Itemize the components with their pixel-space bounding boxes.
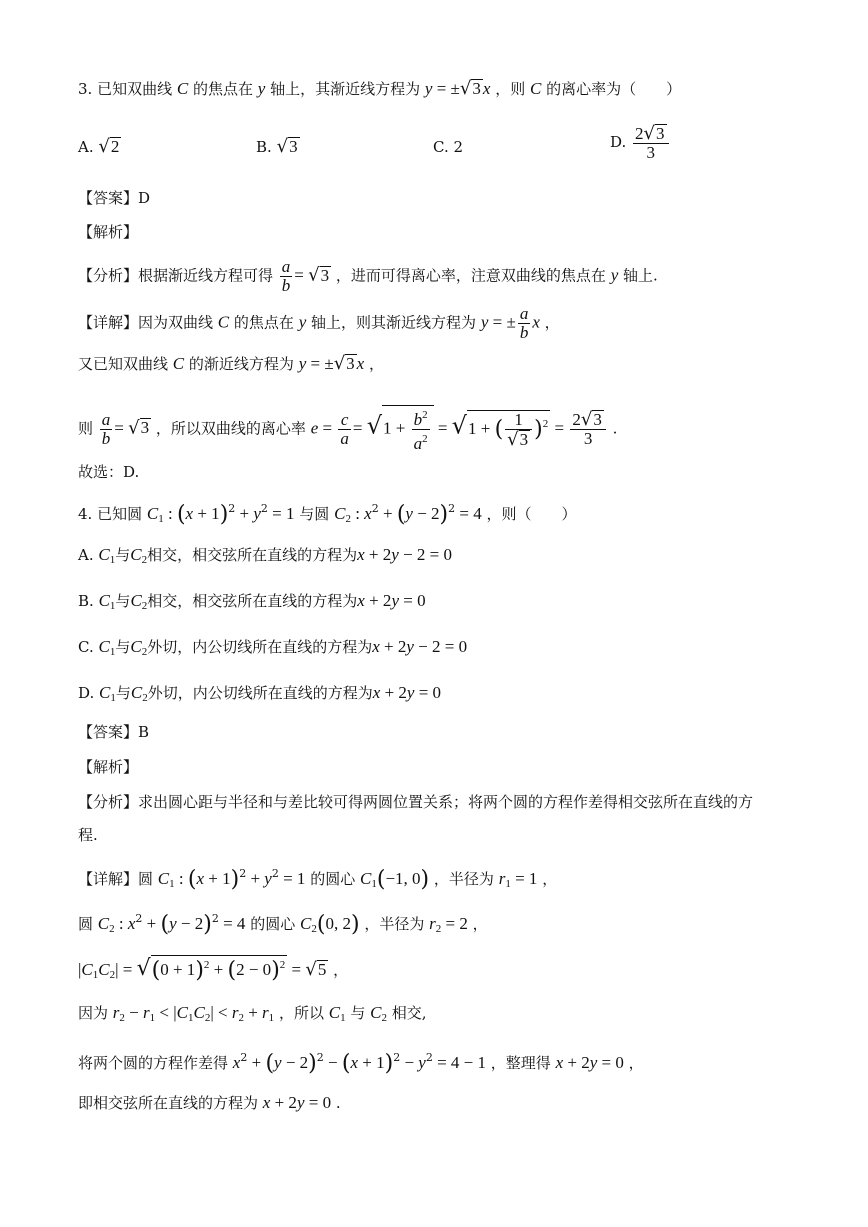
- option-label: B.: [256, 138, 272, 156]
- fenxi-4-line1: 【分析】求出圆心距与半径和与差比较可得两圆位置关系；将两个圆的方程作差得相交弦所在直线的方: [78, 793, 754, 811]
- known-3: 又已知双曲线 C 的渐近线方程为 y = ±√3 x ，: [78, 353, 385, 374]
- text: .: [612, 419, 618, 438]
- detail-4-line6: 即相交弦所在直线的方程为 x + 2y = 0 .: [78, 1093, 341, 1112]
- eccentricity-3: 则 $\frac{a}{b}$ = √3 ，所以双曲线的离心率 e = $\frac{c}{a}$ = √1 + $\frac{b^2}{a^2}$ = √1 + ( $\frac{1}{√3}$ )$^2$ = $\frac{2√3}{3}$ .: [78, 405, 828, 453]
- text: ，: [544, 313, 560, 332]
- text: 4. 已知圆: [78, 505, 143, 523]
- question-3-stem: 3. 已知双曲线 C 的焦点在 y 轴上，其渐近线方程为 y = ±√3 x ，则 C 的离心率为（ ）: [78, 78, 682, 99]
- text: ，所以双曲线的离心率: [155, 419, 306, 438]
- text: ，整理得: [490, 1054, 551, 1072]
- option-label: A.: [78, 546, 94, 564]
- choose-3: 故选：D.: [78, 463, 140, 481]
- q4-option-b: B. $C_1$与$C_2$相交，相交弦所在直线的方程为x + 2y = 0: [78, 591, 426, 612]
- text: 与: [115, 684, 131, 702]
- text: 相交，相交弦所在直线的方程为: [147, 592, 358, 610]
- detail-4-line3: $|C_1C_2| = √(0 + 1)^2 + (2 - 0)^2 = √5$ ，: [78, 956, 349, 983]
- text: 与: [115, 638, 131, 656]
- option-b: B. √3: [256, 136, 298, 157]
- text: ，: [369, 355, 385, 373]
- detail-4-line2: 圆 $C_2$ : $x^2 + (y - 2)^2 = 4$ 的圆心 $C_2(0$, 2) ，半径为 $r_2 = 2$ ，: [78, 912, 488, 937]
- text: ，: [333, 961, 349, 979]
- analysis-label-3: 【解析】: [78, 223, 139, 241]
- text: 的圆心: [250, 915, 296, 933]
- option-label: C. 2: [433, 138, 464, 156]
- option-c: [433, 136, 463, 158]
- text: ，所以: [278, 1004, 324, 1022]
- question-4-stem: 4. 已知圆 $C_1$ : $(x + 1)^2 + y^2 = 1$ 与圆 $C_2$ : $x^2 + (y - 2)^2 = 4$ ，则（ ）: [78, 502, 577, 527]
- text: 将两个圆的方程作差得: [78, 1054, 229, 1072]
- text: 轴上，其渐近线方程为: [270, 80, 421, 98]
- detail-4-line1: 【详解】圆 $C_1$ : $(x + 1)^2 + y^2 = 1$ 的圆心 $C_1(-1$, 0) ，半径为 $r_1 = 1$ ，: [78, 867, 558, 892]
- option-a: A. √2: [78, 136, 120, 157]
- text: ，半径为: [364, 915, 425, 933]
- option-d: D. $\frac{2√3}{3}$: [610, 124, 671, 162]
- option-label: A.: [78, 138, 94, 156]
- text: ，半径为: [433, 870, 494, 888]
- text: 与: [350, 1004, 366, 1022]
- detail-4-line5: 将两个圆的方程作差得 $x^2 + (y - 2)^2 - (x + 1)^2 - y^2 = 4 - 1$ ，整理得 x + 2y = 0 ，: [78, 1051, 644, 1076]
- option-label: D.: [610, 133, 627, 151]
- detail-4-line4: 因为 $r_2 - r_1 < |C_1C_2| < r_2 + r_1$ ，所以 $C_1$ 与 $C_2$ 相交,: [78, 1003, 427, 1024]
- text: 外切，内公切线所在直线的方程为: [147, 684, 373, 702]
- fenxi-4-line2: 程.: [78, 826, 98, 844]
- text: ，进而可得离心率，注意双曲线的焦点在: [335, 266, 606, 285]
- text: 即相交弦所在直线的方程为: [78, 1094, 259, 1112]
- q4-option-a: A. $C_1$与$C_2$相交，相交弦所在直线的方程为x + 2y − 2 = 0: [78, 545, 452, 566]
- text: 【分析】根据渐近线方程可得: [78, 266, 274, 285]
- text: 的圆心: [310, 870, 356, 888]
- text: 的渐近线方程为: [188, 355, 294, 373]
- text: 【详解】因为双曲线: [78, 313, 214, 332]
- text: 轴上，则其渐近线方程为: [311, 313, 477, 332]
- text: 与圆: [299, 505, 330, 523]
- text: 与: [115, 546, 131, 564]
- text: 又已知双曲线: [78, 355, 169, 373]
- text: 因为: [78, 1004, 109, 1022]
- text: ，: [472, 915, 488, 933]
- text: ，: [542, 870, 558, 888]
- q4-option-c: C. $C_1$与$C_2$外切，内公切线所在直线的方程为x + 2y − 2 = 0: [78, 637, 468, 658]
- text: 相交,: [391, 1004, 427, 1022]
- answer-3: 【答案】D: [78, 189, 151, 207]
- answer-4: 【答案】B: [78, 723, 150, 741]
- text: ，则（ ）: [486, 505, 577, 523]
- option-label: D.: [78, 684, 95, 702]
- text: 圆: [78, 915, 94, 933]
- option-label: C.: [78, 638, 94, 656]
- xiangjie-3: 【详解】因为双曲线 C 的焦点在 y 轴上，则其渐近线方程为 y = ± $\frac{a}{b}$ x ，: [78, 304, 560, 342]
- text: 则: [78, 419, 94, 438]
- text: 与: [115, 592, 131, 610]
- text: .: [335, 1094, 341, 1112]
- text: 的焦点在: [233, 313, 294, 332]
- text: 相交，相交弦所在直线的方程为: [147, 546, 358, 564]
- text: 的离心率为（ ）: [546, 80, 682, 98]
- text: 轴上.: [623, 266, 658, 285]
- option-label: B.: [78, 592, 94, 610]
- text: 的焦点在: [193, 80, 254, 98]
- fenxi-3: 【分析】根据渐近线方程可得 $\frac{a}{b}$ = √3 ，进而可得离心率，注意双曲线的焦点在 y 轴上.: [78, 257, 658, 295]
- text: 外切，内公切线所在直线的方程为: [147, 638, 373, 656]
- q4-option-d: D. $C_1$与$C_2$外切，内公切线所在直线的方程为x + 2y = 0: [78, 683, 442, 704]
- analysis-label-4: 【解析】: [78, 758, 139, 776]
- text: 3. 已知双曲线: [78, 80, 173, 98]
- text: ，则: [495, 80, 526, 98]
- text: ，: [628, 1054, 644, 1072]
- text: 【详解】圆: [78, 870, 154, 888]
